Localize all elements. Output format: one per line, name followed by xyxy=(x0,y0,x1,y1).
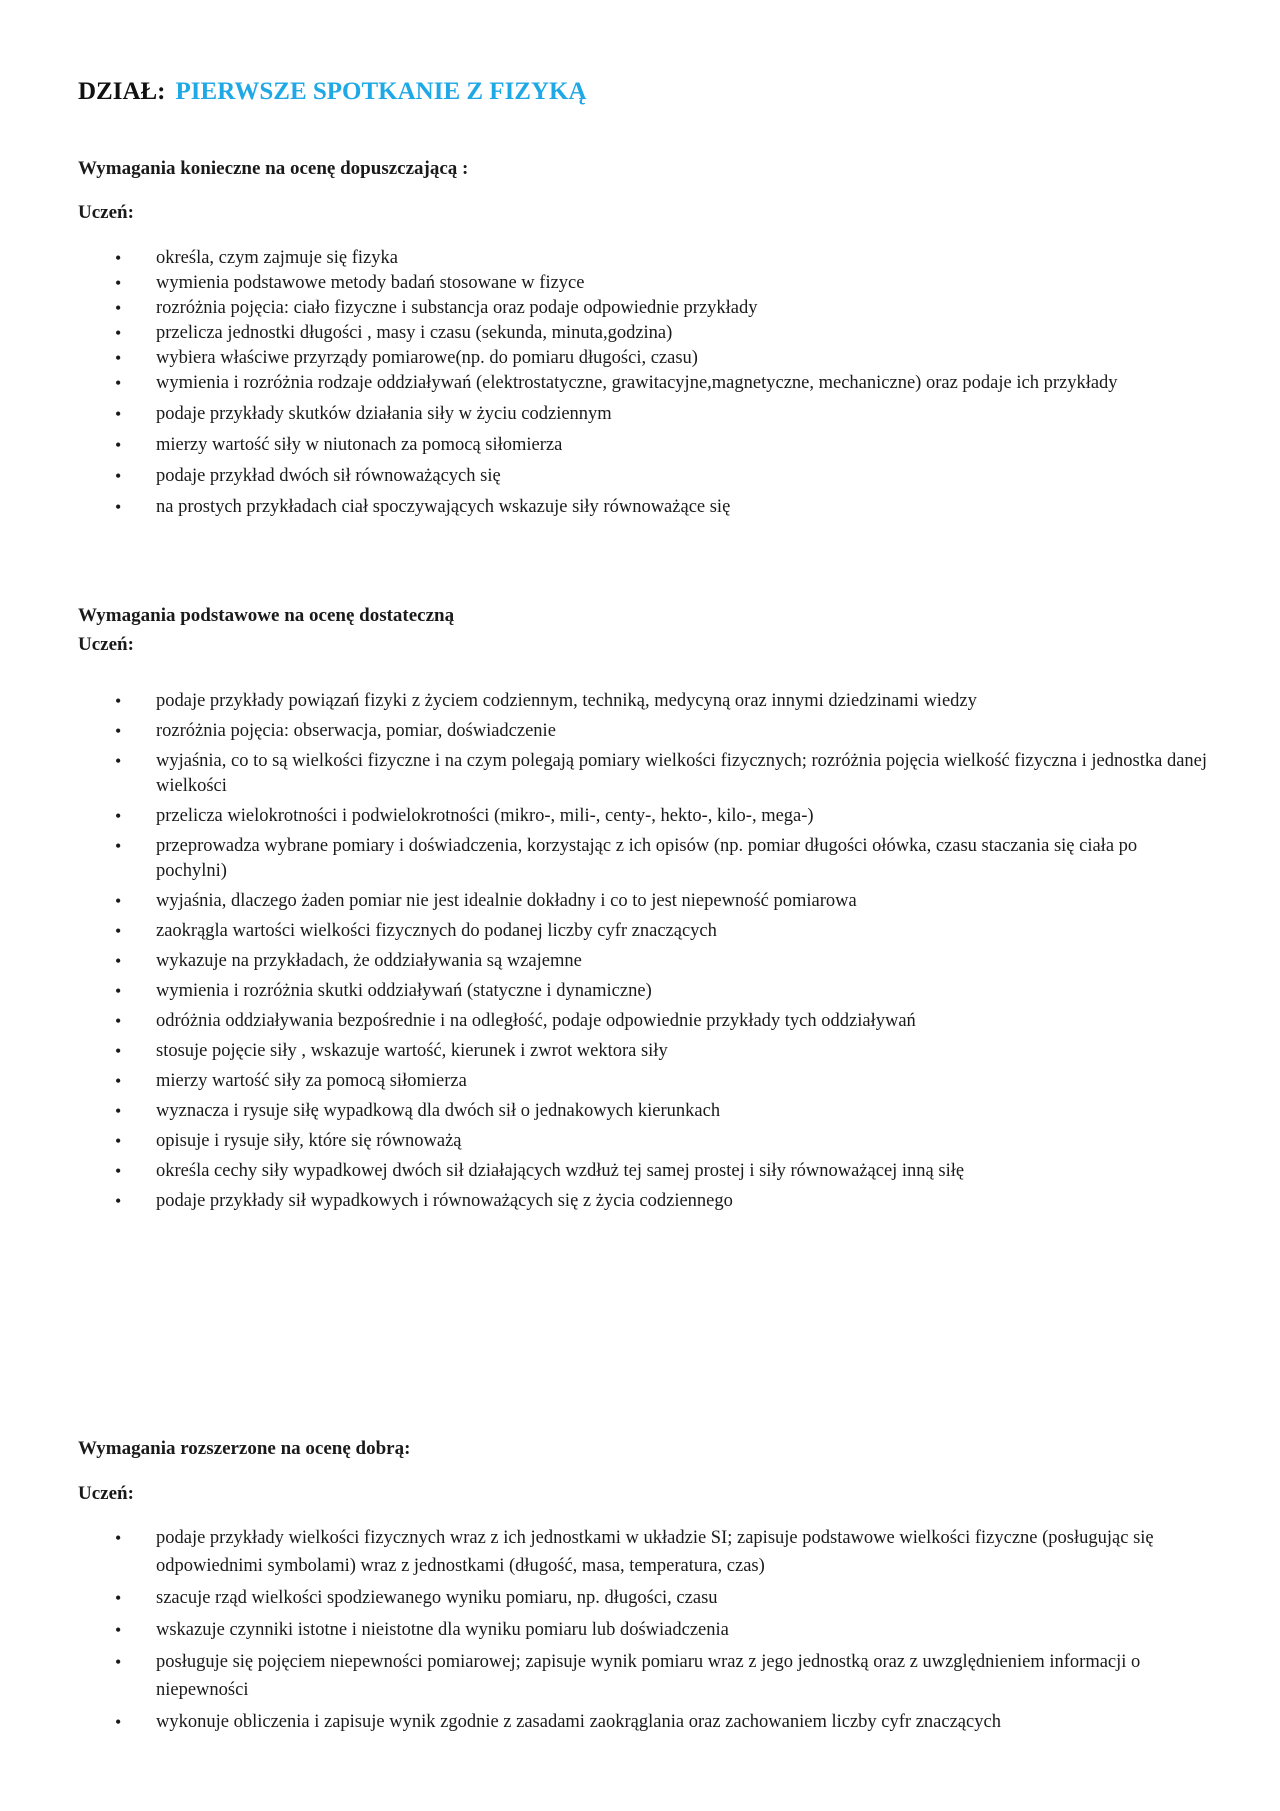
bullet-icon: • xyxy=(115,691,122,711)
list-item-text: stosuje pojęcie siły , wskazuje wartość, kierunek i zwrot wektora siły xyxy=(156,1041,668,1061)
bullet-icon: • xyxy=(115,1131,122,1151)
bullet-icon: • xyxy=(115,891,122,911)
list-item-text: określa, czym zajmuje się fizyka xyxy=(156,248,398,268)
list-item-text: posługuje się pojęciem niepewności pomiarowej; zapisuje wynik pomiaru wraz z jego jednostką oraz z uwzględnieniem informacji o niepewności xyxy=(156,1652,1141,1700)
list-item-text: wymienia podstawowe metody badań stosowane w fizyce xyxy=(156,273,585,293)
bullet-icon: • xyxy=(115,298,122,318)
bullet-icon: • xyxy=(115,1620,122,1640)
list-item xyxy=(0,1584,1250,1612)
list-item xyxy=(0,979,1250,1004)
list-item xyxy=(0,1616,1250,1644)
list-item xyxy=(0,271,1250,296)
bullet-icon: • xyxy=(115,751,122,771)
list-item-text: podaje przykłady skutków działania siły w życiu codziennym xyxy=(156,404,612,424)
bullet-icon: • xyxy=(115,1191,122,1211)
list-item-text: przelicza jednostki długości , masy i czasu (sekunda, minuta,godzina) xyxy=(156,323,673,343)
bullet-icon: • xyxy=(115,1528,122,1548)
list-item-text: podaje przykłady powiązań fizyki z życiem codziennym, techniką, medycyną oraz innymi dziedzinami wiedzy xyxy=(156,691,977,711)
bullet-icon: • xyxy=(115,323,122,343)
list-item-text: odróżnia oddziaływania bezpośrednie i na odległość, podaje odpowiednie przykłady tych oddziaływań xyxy=(156,1011,916,1031)
list-item-text: szacuje rząd wielkości spodziewanego wyniku pomiaru, np. długości, czasu xyxy=(156,1588,718,1608)
list-item xyxy=(0,919,1250,944)
bullet-icon: • xyxy=(115,466,122,486)
bullet-icon: • xyxy=(115,248,122,268)
student-label: Uczeń: xyxy=(78,202,134,223)
list-item-text: podaje przykład dwóch sił równoważących się xyxy=(156,466,501,486)
list-item-text: wyznacza i rysuje siłę wypadkową dla dwóch sił o jednakowych kierunkach xyxy=(156,1101,721,1121)
bullet-icon: • xyxy=(115,981,122,1001)
list-item-text: wskazuje czynniki istotne i nieistotne dla wyniku pomiaru lub doświadczenia xyxy=(156,1620,729,1640)
bullet-icon: • xyxy=(115,1652,122,1672)
page-title xyxy=(78,78,587,106)
list-item xyxy=(0,1648,1250,1704)
list-item xyxy=(0,371,1250,396)
bullet-icon: • xyxy=(115,1011,122,1031)
section-heading-dostateczna: Wymagania podstawowe na ocenę dostateczną xyxy=(78,605,455,626)
list-item-text: określa cechy siły wypadkowej dwóch sił działających wzdłuż tej samej prostej i siły równoważącej inną siłę xyxy=(156,1161,965,1181)
requirements-list-dobra xyxy=(0,1524,1280,1740)
section-heading-dobra: Wymagania rozszerzone na ocenę dobrą: xyxy=(78,1438,411,1459)
list-item xyxy=(0,495,1250,520)
list-item-text: wymienia i rozróżnia skutki oddziaływań (statyczne i dynamiczne) xyxy=(156,981,652,1001)
list-item-text: rozróżnia pojęcia: obserwacja, pomiar, doświadczenie xyxy=(156,721,556,741)
bullet-icon: • xyxy=(115,1588,122,1608)
bullet-icon: • xyxy=(115,1712,122,1732)
list-item xyxy=(0,433,1250,458)
list-item-text: wykonuje obliczenia i zapisuje wynik zgodnie z zasadami zaokrąglania oraz zachowaniem liczby cyfr znaczących xyxy=(156,1712,1001,1732)
requirements-list-dostateczna xyxy=(0,689,1280,1219)
list-item-text: mierzy wartość siły za pomocą siłomierza xyxy=(156,1071,467,1091)
list-item xyxy=(0,834,1250,884)
topic-title: PIERWSZE SPOTKANIE Z FIZYKĄ xyxy=(175,78,587,105)
list-item xyxy=(0,1708,1250,1736)
list-item-text: na prostych przykładach ciał spoczywających wskazuje siły równoważące się xyxy=(156,497,731,517)
list-item-text: wyjaśnia, dlaczego żaden pomiar nie jest idealnie dokładny i co to jest niepewność pomiarowa xyxy=(156,891,857,911)
bullet-icon: • xyxy=(115,1071,122,1091)
list-item-text: przelicza wielokrotności i podwielokrotności (mikro-, mili-, centy-, hekto-, kilo-, mega-) xyxy=(156,806,814,826)
bullet-icon: • xyxy=(115,348,122,368)
bullet-icon: • xyxy=(115,497,122,517)
list-item xyxy=(0,1129,1250,1154)
list-item-text: przeprowadza wybrane pomiary i doświadczenia, korzystając z ich opisów (np. pomiar długości ołówka, czasu staczania się ciała po pochylni) xyxy=(156,836,1138,881)
requirements-list-dopuszczajaca xyxy=(0,246,1280,520)
list-item xyxy=(0,1189,1250,1214)
list-item-text: mierzy wartość siły w niutonach za pomocą siłomierza xyxy=(156,435,563,455)
list-item xyxy=(0,749,1250,799)
bullet-icon: • xyxy=(115,373,122,393)
section-prefix: DZIAŁ: xyxy=(78,78,166,105)
list-item xyxy=(0,1069,1250,1094)
bullet-icon: • xyxy=(115,951,122,971)
bullet-icon: • xyxy=(115,273,122,293)
list-item-text: podaje przykłady sił wypadkowych i równoważących się z życia codziennego xyxy=(156,1191,733,1211)
list-item-text: wyjaśnia, co to są wielkości fizyczne i na czym polegają pomiary wielkości fizycznych; rozróżnia pojęcia wielkość fizyczna i jednostka danej wielkości xyxy=(156,751,1208,796)
list-item xyxy=(0,1099,1250,1124)
bullet-icon: • xyxy=(115,806,122,826)
bullet-icon: • xyxy=(115,836,122,856)
bullet-icon: • xyxy=(115,721,122,741)
list-item xyxy=(0,949,1250,974)
list-item-text: wykazuje na przykładach, że oddziaływania są wzajemne xyxy=(156,951,582,971)
student-label: Uczeń: xyxy=(78,1483,134,1504)
bullet-icon: • xyxy=(115,1161,122,1181)
list-item xyxy=(0,321,1250,346)
list-item xyxy=(0,346,1250,371)
list-item xyxy=(0,246,1250,271)
list-item xyxy=(0,1524,1250,1580)
list-item xyxy=(0,1159,1250,1184)
section-heading-dopuszczajaca: Wymagania konieczne na ocenę dopuszczającą : xyxy=(78,158,469,179)
bullet-icon: • xyxy=(115,1041,122,1061)
list-item xyxy=(0,804,1250,829)
bullet-icon: • xyxy=(115,1101,122,1121)
list-item-text: rozróżnia pojęcia: ciało fizyczne i substancja oraz podaje odpowiednie przykłady xyxy=(156,298,758,318)
list-item xyxy=(0,889,1250,914)
list-item xyxy=(0,464,1250,489)
list-item-text: zaokrągla wartości wielkości fizycznych do podanej liczby cyfr znaczących xyxy=(156,921,717,941)
list-item xyxy=(0,719,1250,744)
list-item-text: wybiera właściwe przyrządy pomiarowe(np. do pomiaru długości, czasu) xyxy=(156,348,698,368)
bullet-icon: • xyxy=(115,921,122,941)
list-item-text: opisuje i rysuje siły, które się równoważą xyxy=(156,1131,462,1151)
list-item xyxy=(0,1039,1250,1064)
list-item-text: wymienia i rozróżnia rodzaje oddziaływań (elektrostatyczne, grawitacyjne,magnetyczne, mechaniczne) oraz podaje ich przykłady xyxy=(156,373,1118,393)
bullet-icon: • xyxy=(115,404,122,424)
list-item xyxy=(0,1009,1250,1034)
list-item xyxy=(0,296,1250,321)
list-item xyxy=(0,402,1250,427)
list-item xyxy=(0,689,1250,714)
bullet-icon: • xyxy=(115,435,122,455)
student-label: Uczeń: xyxy=(78,634,134,655)
list-item-text: podaje przykłady wielkości fizycznych wraz z ich jednostkami w układzie SI; zapisuje podstawowe wielkości fizyczne (posługując się odpowiednimi symbolami) wraz z jednostkami (długość, masa, temperatura, czas) xyxy=(156,1528,1154,1576)
